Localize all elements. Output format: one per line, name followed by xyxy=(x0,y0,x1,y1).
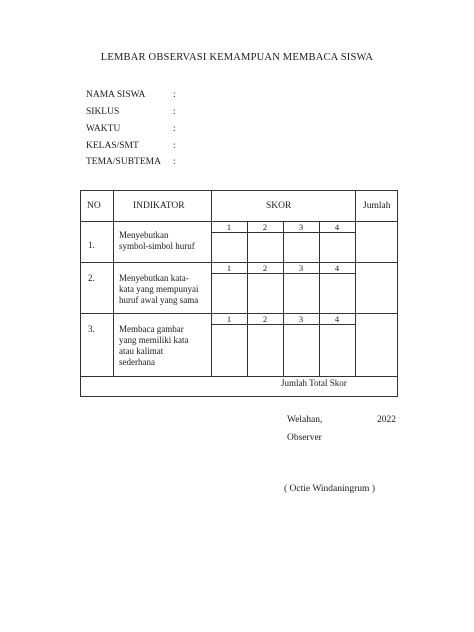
header-skor: SKOR xyxy=(266,201,292,211)
header-jumlah: Jumlah xyxy=(363,201,391,211)
table-rule xyxy=(355,190,356,376)
score-option: 4 xyxy=(334,222,340,232)
info-label-kelas-smt: KELAS/SMT xyxy=(86,141,139,151)
table-rule xyxy=(113,190,114,376)
info-label-nama-siswa: NAMA SISWA xyxy=(86,90,146,100)
signature-year: 2022 xyxy=(377,415,396,425)
document-title: LEMBAR OBSERVASI KEMAMPUAN MEMBACA SISWA xyxy=(100,52,374,63)
info-colon: : xyxy=(173,90,176,100)
signature-role: Observer xyxy=(287,433,322,443)
signature-name: ( Octie Windaningrum ) xyxy=(284,484,375,494)
info-label-siklus: SIKLUS xyxy=(86,107,120,117)
table-rule xyxy=(80,376,398,377)
score-option: 2 xyxy=(262,222,268,232)
total-score-label: Jumlah Total Skor xyxy=(281,378,347,388)
header-no: NO xyxy=(87,201,101,211)
score-option: 2 xyxy=(262,263,268,273)
info-colon: : xyxy=(173,124,176,134)
info-label-waktu: WAKTU xyxy=(86,124,121,134)
table-rule xyxy=(247,221,248,376)
row-number: 1. xyxy=(88,240,95,250)
info-label-tema-subtema: TEMA/SUBTEMA xyxy=(86,157,161,167)
info-colon: : xyxy=(173,107,176,117)
table-rule xyxy=(283,221,284,376)
indikator-text-line: kata yang mempunyai xyxy=(119,284,199,294)
info-colon: : xyxy=(173,157,176,167)
indikator-text-line: atau kalimat xyxy=(119,346,164,356)
indikator-text-line: huruf awal yang sama xyxy=(119,295,199,305)
score-option: 2 xyxy=(262,314,268,324)
indikator-text-line: symbol-simbol huruf xyxy=(119,241,195,251)
indikator-text-line: Menyebutkan kata- xyxy=(119,273,189,283)
table-rule xyxy=(211,190,212,376)
signature-place: Welahan, xyxy=(287,415,323,425)
header-indikator: INDIKATOR xyxy=(133,201,185,211)
score-option: 4 xyxy=(334,263,340,273)
indikator-text-line: sederhana xyxy=(119,357,155,367)
indikator-text-line: Membaca gambar xyxy=(119,324,184,334)
score-option: 3 xyxy=(298,314,304,324)
indikator-text-line: Menyebutkan xyxy=(119,230,169,240)
score-option: 1 xyxy=(226,222,232,232)
score-option: 1 xyxy=(226,263,232,273)
row-number: 3. xyxy=(88,324,95,334)
score-option: 3 xyxy=(298,263,304,273)
indikator-text-line: yang memiliki kata xyxy=(119,335,189,345)
score-option: 4 xyxy=(334,314,340,324)
table-rule xyxy=(319,221,320,376)
info-colon: : xyxy=(173,141,176,151)
row-number: 2. xyxy=(88,273,95,283)
score-option: 3 xyxy=(298,222,304,232)
score-option: 1 xyxy=(226,314,232,324)
